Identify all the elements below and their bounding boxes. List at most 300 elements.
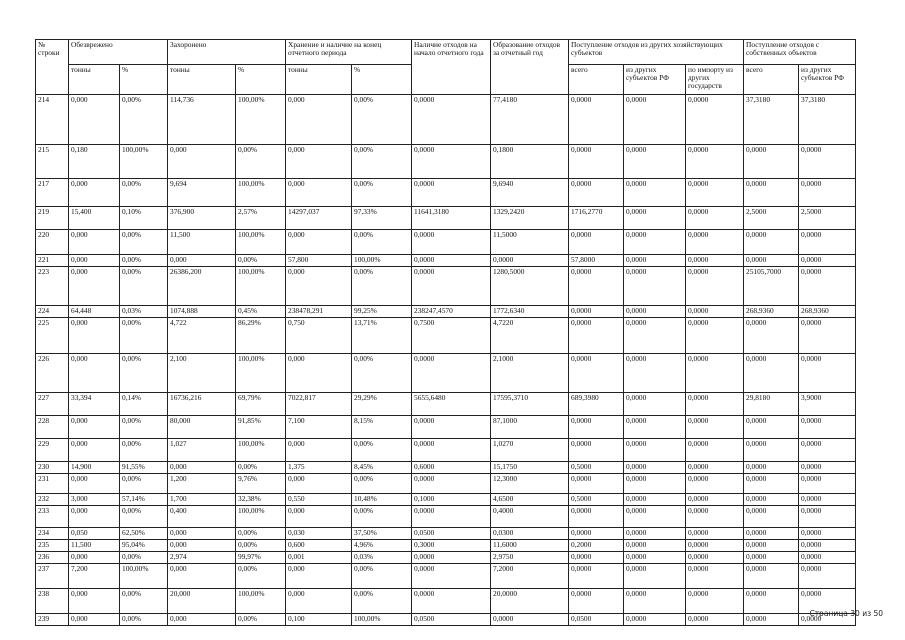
cell-own-from-rf: 0,0000 <box>799 494 856 506</box>
cell-formed: 4,7220 <box>491 318 569 354</box>
header-stored: Хранение и наличие на конец отчетного периода <box>286 40 412 65</box>
cell-own-from-rf: 0,0000 <box>799 564 856 589</box>
cell-stored-percent: 0,00% <box>352 179 412 207</box>
cell-row-number: 230 <box>36 462 69 474</box>
cell-own-total: 268,9360 <box>744 306 799 318</box>
cell-neutralized-tons: 0,000 <box>69 439 120 462</box>
cell-received-from-rf: 0,0000 <box>624 267 686 306</box>
subheader-total: всего <box>569 65 624 95</box>
cell-buried-tons: 80,000 <box>168 416 236 439</box>
table-row <box>36 439 856 462</box>
cell-received-from-rf: 0,0000 <box>624 439 686 462</box>
cell-stored-percent: 0,00% <box>352 564 412 589</box>
cell-neutralized-tons: 0,000 <box>69 506 120 528</box>
cell-row-number: 220 <box>36 230 69 255</box>
cell-buried-percent: 0,00% <box>236 540 286 552</box>
cell-own-total: 2,5000 <box>744 207 799 230</box>
cell-buried-tons: 1,200 <box>168 474 236 494</box>
cell-received-total: 0,0000 <box>569 589 624 614</box>
cell-stored-tons: 0,000 <box>286 506 352 528</box>
cell-neutralized-percent: 0,00% <box>120 506 168 528</box>
cell-buried-percent: 69,79% <box>236 393 286 416</box>
cell-stored-tons: 0,750 <box>286 318 352 354</box>
cell-received-import: 0,0000 <box>686 540 744 552</box>
cell-neutralized-percent: 57,14% <box>120 494 168 506</box>
cell-row-number: 215 <box>36 145 69 179</box>
cell-received-total: 0,0000 <box>569 439 624 462</box>
cell-row-number: 239 <box>36 614 69 626</box>
table-row <box>36 145 856 179</box>
cell-neutralized-tons: 0,000 <box>69 474 120 494</box>
table-row <box>36 354 856 393</box>
cell-received-total: 0,0000 <box>569 506 624 528</box>
cell-initial: 0,0000 <box>412 95 491 145</box>
cell-neutralized-tons: 0,000 <box>69 255 120 267</box>
cell-stored-tons: 14297,037 <box>286 207 352 230</box>
table-row <box>36 494 856 506</box>
cell-neutralized-tons: 0,000 <box>69 354 120 393</box>
cell-neutralized-percent: 100,00% <box>120 564 168 589</box>
cell-received-total: 0,0000 <box>569 267 624 306</box>
cell-stored-percent: 97,33% <box>352 207 412 230</box>
table-row <box>36 95 856 145</box>
cell-buried-tons: 1,027 <box>168 439 236 462</box>
cell-stored-percent: 0,00% <box>352 354 412 393</box>
cell-own-from-rf: 0,0000 <box>799 416 856 439</box>
cell-stored-tons: 0,000 <box>286 95 352 145</box>
cell-row-number: 219 <box>36 207 69 230</box>
cell-formed: 87,1000 <box>491 416 569 439</box>
cell-own-total: 0,0000 <box>744 614 799 626</box>
cell-initial: 0,0000 <box>412 589 491 614</box>
cell-initial: 0,0000 <box>412 145 491 179</box>
cell-neutralized-percent: 0,00% <box>120 230 168 255</box>
cell-buried-percent: 9,76% <box>236 474 286 494</box>
cell-buried-percent: 0,00% <box>236 255 286 267</box>
cell-stored-percent: 29,29% <box>352 393 412 416</box>
cell-stored-percent: 10,48% <box>352 494 412 506</box>
cell-buried-percent: 100,00% <box>236 230 286 255</box>
cell-stored-tons: 0,000 <box>286 564 352 589</box>
cell-stored-tons: 7022,817 <box>286 393 352 416</box>
cell-buried-percent: 100,00% <box>236 354 286 393</box>
subheader-percent: % <box>120 65 168 95</box>
cell-received-import: 0,0000 <box>686 267 744 306</box>
cell-own-from-rf: 0,0000 <box>799 528 856 540</box>
subheader-percent: % <box>352 65 412 95</box>
cell-received-import: 0,0000 <box>686 207 744 230</box>
cell-received-from-rf: 0,0000 <box>624 354 686 393</box>
cell-buried-percent: 99,97% <box>236 552 286 564</box>
cell-row-number: 235 <box>36 540 69 552</box>
cell-buried-tons: 26386,200 <box>168 267 236 306</box>
cell-buried-percent: 0,00% <box>236 145 286 179</box>
cell-received-import: 0,0000 <box>686 416 744 439</box>
cell-received-import: 0,0000 <box>686 462 744 474</box>
cell-initial: 0,1000 <box>412 494 491 506</box>
subheader-total: всего <box>744 65 799 95</box>
table-row <box>36 506 856 528</box>
subheader-tons: тонны <box>168 65 236 95</box>
cell-stored-percent: 0,00% <box>352 95 412 145</box>
cell-received-import: 0,0000 <box>686 552 744 564</box>
subheader-percent: % <box>236 65 286 95</box>
cell-formed: 15,1750 <box>491 462 569 474</box>
cell-neutralized-percent: 0,00% <box>120 267 168 306</box>
cell-received-import: 0,0000 <box>686 179 744 207</box>
cell-own-total: 29,8180 <box>744 393 799 416</box>
cell-buried-percent: 100,00% <box>236 439 286 462</box>
cell-buried-tons: 1,700 <box>168 494 236 506</box>
cell-received-import: 0,0000 <box>686 614 744 626</box>
cell-neutralized-tons: 0,000 <box>69 552 120 564</box>
cell-stored-tons: 1,375 <box>286 462 352 474</box>
cell-own-from-rf: 0,0000 <box>799 255 856 267</box>
cell-received-from-rf: 0,0000 <box>624 474 686 494</box>
cell-received-total: 0,5000 <box>569 494 624 506</box>
cell-received-from-rf: 0,0000 <box>624 540 686 552</box>
cell-buried-percent: 0,00% <box>236 462 286 474</box>
cell-buried-percent: 86,29% <box>236 318 286 354</box>
cell-formed: 17595,3710 <box>491 393 569 416</box>
cell-buried-tons: 9,694 <box>168 179 236 207</box>
cell-initial: 0,0000 <box>412 506 491 528</box>
cell-buried-tons: 11,500 <box>168 230 236 255</box>
cell-stored-percent: 13,71% <box>352 318 412 354</box>
cell-received-import: 0,0000 <box>686 95 744 145</box>
cell-own-from-rf: 2,5000 <box>799 207 856 230</box>
cell-stored-tons: 0,000 <box>286 439 352 462</box>
cell-own-total: 0,0000 <box>744 552 799 564</box>
header-received-other: Поступление отходов из других хозяйствующих субъектов <box>569 40 744 65</box>
cell-stored-percent: 0,00% <box>352 474 412 494</box>
table-row <box>36 614 856 626</box>
header-neutralized: Обезврежено <box>69 40 168 65</box>
cell-received-from-rf: 0,0000 <box>624 255 686 267</box>
cell-buried-tons: 2,974 <box>168 552 236 564</box>
cell-own-from-rf: 0,0000 <box>799 145 856 179</box>
cell-initial: 0,6000 <box>412 462 491 474</box>
cell-stored-percent: 0,00% <box>352 439 412 462</box>
cell-buried-percent: 91,85% <box>236 416 286 439</box>
cell-row-number: 226 <box>36 354 69 393</box>
cell-neutralized-percent: 0,00% <box>120 179 168 207</box>
cell-formed: 7,2000 <box>491 564 569 589</box>
cell-own-total: 25105,7000 <box>744 267 799 306</box>
cell-received-total: 0,0000 <box>569 145 624 179</box>
cell-received-from-rf: 0,0000 <box>624 416 686 439</box>
cell-own-from-rf: 0,0000 <box>799 540 856 552</box>
cell-received-total: 0,0000 <box>569 95 624 145</box>
cell-stored-tons: 0,000 <box>286 230 352 255</box>
cell-neutralized-percent: 62,50% <box>120 528 168 540</box>
cell-received-import: 0,0000 <box>686 589 744 614</box>
cell-received-import: 0,0000 <box>686 439 744 462</box>
cell-row-number: 217 <box>36 179 69 207</box>
cell-formed: 0,0000 <box>491 255 569 267</box>
cell-row-number: 231 <box>36 474 69 494</box>
cell-own-from-rf: 0,0000 <box>799 439 856 462</box>
cell-formed: 11,6000 <box>491 540 569 552</box>
cell-own-total: 0,0000 <box>744 474 799 494</box>
cell-stored-percent: 8,15% <box>352 416 412 439</box>
cell-buried-percent: 0,00% <box>236 528 286 540</box>
cell-buried-tons: 0,000 <box>168 540 236 552</box>
cell-received-import: 0,0000 <box>686 393 744 416</box>
cell-received-total: 57,8000 <box>569 255 624 267</box>
cell-buried-percent: 100,00% <box>236 589 286 614</box>
cell-own-total: 0,0000 <box>744 589 799 614</box>
cell-initial: 0,7500 <box>412 318 491 354</box>
cell-row-number: 238 <box>36 589 69 614</box>
cell-received-total: 0,0000 <box>569 318 624 354</box>
cell-stored-tons: 0,000 <box>286 474 352 494</box>
cell-stored-tons: 0,000 <box>286 354 352 393</box>
cell-own-total: 37,3180 <box>744 95 799 145</box>
cell-own-from-rf: 0,0000 <box>799 318 856 354</box>
cell-initial: 0,0000 <box>412 354 491 393</box>
cell-received-from-rf: 0,0000 <box>624 207 686 230</box>
cell-formed: 0,0300 <box>491 528 569 540</box>
cell-stored-tons: 0,030 <box>286 528 352 540</box>
cell-received-total: 0,5000 <box>569 462 624 474</box>
cell-own-from-rf: 0,0000 <box>799 267 856 306</box>
cell-buried-percent: 2,57% <box>236 207 286 230</box>
cell-formed: 2,1000 <box>491 354 569 393</box>
cell-initial: 0,0000 <box>412 439 491 462</box>
cell-received-total: 0,0000 <box>569 552 624 564</box>
cell-initial: 0,0500 <box>412 528 491 540</box>
cell-neutralized-tons: 33,394 <box>69 393 120 416</box>
cell-stored-tons: 238478,291 <box>286 306 352 318</box>
cell-buried-tons: 2,100 <box>168 354 236 393</box>
cell-own-total: 0,0000 <box>744 506 799 528</box>
cell-row-number: 223 <box>36 267 69 306</box>
cell-formed: 77,4180 <box>491 95 569 145</box>
cell-received-total: 0,0000 <box>569 354 624 393</box>
cell-initial: 0,0000 <box>412 179 491 207</box>
cell-buried-tons: 0,000 <box>168 564 236 589</box>
table-header-row <box>36 40 856 65</box>
cell-own-total: 0,0000 <box>744 145 799 179</box>
header-initial: Наличие отходов на начало отчетного года <box>412 40 491 95</box>
table-row <box>36 564 856 589</box>
cell-row-number: 234 <box>36 528 69 540</box>
table-row <box>36 528 856 540</box>
cell-buried-tons: 0,400 <box>168 506 236 528</box>
cell-received-from-rf: 0,0000 <box>624 145 686 179</box>
cell-received-import: 0,0000 <box>686 506 744 528</box>
cell-formed: 0,4000 <box>491 506 569 528</box>
cell-row-number: 233 <box>36 506 69 528</box>
cell-neutralized-tons: 0,000 <box>69 416 120 439</box>
cell-received-import: 0,0000 <box>686 494 744 506</box>
cell-received-total: 0,0000 <box>569 306 624 318</box>
cell-stored-percent: 8,45% <box>352 462 412 474</box>
table-row <box>36 306 856 318</box>
cell-received-total: 1716,2770 <box>569 207 624 230</box>
cell-own-from-rf: 0,0000 <box>799 552 856 564</box>
cell-row-number: 214 <box>36 95 69 145</box>
cell-received-total: 0,0500 <box>569 614 624 626</box>
cell-stored-tons: 0,001 <box>286 552 352 564</box>
cell-buried-percent: 0,00% <box>236 614 286 626</box>
cell-received-total: 0,0000 <box>569 564 624 589</box>
cell-buried-tons: 114,736 <box>168 95 236 145</box>
table-row <box>36 255 856 267</box>
cell-buried-percent: 0,45% <box>236 306 286 318</box>
cell-received-from-rf: 0,0000 <box>624 462 686 474</box>
cell-initial: 0,0000 <box>412 416 491 439</box>
cell-formed: 0,0000 <box>491 614 569 626</box>
cell-own-total: 0,0000 <box>744 230 799 255</box>
cell-own-total: 0,0000 <box>744 255 799 267</box>
waste-report-table <box>35 39 856 626</box>
cell-stored-percent: 4,96% <box>352 540 412 552</box>
cell-formed: 4,6500 <box>491 494 569 506</box>
cell-stored-tons: 7,100 <box>286 416 352 439</box>
cell-initial: 0,0000 <box>412 255 491 267</box>
cell-stored-tons: 0,000 <box>286 267 352 306</box>
cell-own-from-rf: 0,0000 <box>799 179 856 207</box>
cell-buried-percent: 32,38% <box>236 494 286 506</box>
cell-received-import: 0,0000 <box>686 318 744 354</box>
cell-received-import: 0,0000 <box>686 230 744 255</box>
table-row <box>36 393 856 416</box>
cell-neutralized-tons: 0,000 <box>69 230 120 255</box>
cell-neutralized-percent: 0,00% <box>120 474 168 494</box>
cell-received-from-rf: 0,0000 <box>624 306 686 318</box>
cell-row-number: 232 <box>36 494 69 506</box>
cell-received-import: 0,0000 <box>686 528 744 540</box>
cell-neutralized-percent: 0,10% <box>120 207 168 230</box>
cell-neutralized-percent: 0,00% <box>120 95 168 145</box>
cell-formed: 2,9750 <box>491 552 569 564</box>
cell-neutralized-tons: 0,000 <box>69 589 120 614</box>
cell-neutralized-tons: 0,000 <box>69 95 120 145</box>
cell-own-from-rf: 0,0000 <box>799 230 856 255</box>
table-row <box>36 474 856 494</box>
cell-neutralized-tons: 0,050 <box>69 528 120 540</box>
cell-initial: 0,0500 <box>412 614 491 626</box>
cell-received-from-rf: 0,0000 <box>624 179 686 207</box>
cell-stored-percent: 0,00% <box>352 589 412 614</box>
cell-received-total: 0,0000 <box>569 416 624 439</box>
cell-own-total: 0,0000 <box>744 354 799 393</box>
cell-stored-percent: 37,50% <box>352 528 412 540</box>
header-received-own: Поступление отходов с собственных объектов <box>744 40 856 65</box>
cell-stored-percent: 99,25% <box>352 306 412 318</box>
cell-received-from-rf: 0,0000 <box>624 393 686 416</box>
cell-initial: 0,0000 <box>412 564 491 589</box>
cell-neutralized-percent: 0,03% <box>120 306 168 318</box>
cell-own-from-rf: 0,0000 <box>799 589 856 614</box>
cell-neutralized-percent: 0,14% <box>120 393 168 416</box>
cell-received-from-rf: 0,0000 <box>624 528 686 540</box>
cell-initial: 238247,4570 <box>412 306 491 318</box>
cell-stored-tons: 0,100 <box>286 614 352 626</box>
cell-neutralized-tons: 0,000 <box>69 179 120 207</box>
cell-own-total: 0,0000 <box>744 564 799 589</box>
cell-received-from-rf: 0,0000 <box>624 589 686 614</box>
cell-buried-tons: 0,000 <box>168 462 236 474</box>
cell-stored-percent: 0,00% <box>352 145 412 179</box>
cell-neutralized-percent: 0,00% <box>120 589 168 614</box>
table-row <box>36 416 856 439</box>
table-row <box>36 267 856 306</box>
cell-neutralized-percent: 0,00% <box>120 439 168 462</box>
cell-initial: 0,0000 <box>412 552 491 564</box>
cell-received-total: 0,0000 <box>569 474 624 494</box>
cell-stored-percent: 100,00% <box>352 614 412 626</box>
cell-received-import: 0,0000 <box>686 474 744 494</box>
cell-received-import: 0,0000 <box>686 255 744 267</box>
header-buried: Захоронено <box>168 40 286 65</box>
cell-own-total: 0,0000 <box>744 494 799 506</box>
cell-own-from-rf: 0,0000 <box>799 506 856 528</box>
cell-neutralized-percent: 0,00% <box>120 318 168 354</box>
cell-neutralized-percent: 0,00% <box>120 255 168 267</box>
cell-received-from-rf: 0,0000 <box>624 318 686 354</box>
cell-buried-tons: 0,000 <box>168 614 236 626</box>
cell-stored-tons: 0,000 <box>286 179 352 207</box>
table-row <box>36 230 856 255</box>
subheader-import: по импорту из других государств <box>686 65 744 95</box>
cell-formed: 0,1800 <box>491 145 569 179</box>
cell-formed: 1,0270 <box>491 439 569 462</box>
cell-received-from-rf: 0,0000 <box>624 494 686 506</box>
cell-formed: 1772,6340 <box>491 306 569 318</box>
cell-own-from-rf: 0,0000 <box>799 614 856 626</box>
cell-neutralized-tons: 15,400 <box>69 207 120 230</box>
cell-neutralized-tons: 64,448 <box>69 306 120 318</box>
cell-received-import: 0,0000 <box>686 306 744 318</box>
cell-own-from-rf: 268,9360 <box>799 306 856 318</box>
cell-formed: 1280,5000 <box>491 267 569 306</box>
cell-neutralized-tons: 11,500 <box>69 540 120 552</box>
cell-own-from-rf: 0,0000 <box>799 462 856 474</box>
cell-own-total: 0,0000 <box>744 179 799 207</box>
cell-buried-percent: 0,00% <box>236 564 286 589</box>
cell-buried-percent: 100,00% <box>236 179 286 207</box>
cell-row-number: 225 <box>36 318 69 354</box>
cell-neutralized-tons: 0,000 <box>69 267 120 306</box>
header-formed: Образование отходов за отчетный год <box>491 40 569 95</box>
cell-stored-tons: 0,550 <box>286 494 352 506</box>
subheader-from-rf: из других субъектов РФ <box>799 65 856 95</box>
cell-initial: 11641,3180 <box>412 207 491 230</box>
cell-row-number: 221 <box>36 255 69 267</box>
cell-neutralized-tons: 7,200 <box>69 564 120 589</box>
cell-buried-tons: 1074,888 <box>168 306 236 318</box>
cell-neutralized-percent: 100,00% <box>120 145 168 179</box>
cell-neutralized-tons: 0,000 <box>69 318 120 354</box>
header-row-number: № строки <box>36 40 69 95</box>
cell-received-from-rf: 0,0000 <box>624 552 686 564</box>
cell-neutralized-percent: 0,00% <box>120 552 168 564</box>
cell-row-number: 237 <box>36 564 69 589</box>
cell-received-import: 0,0000 <box>686 354 744 393</box>
cell-own-from-rf: 0,0000 <box>799 474 856 494</box>
cell-buried-percent: 100,00% <box>236 95 286 145</box>
cell-own-total: 0,0000 <box>744 528 799 540</box>
page-footer: Страница 30 из 50 <box>809 609 883 618</box>
cell-own-from-rf: 37,3180 <box>799 95 856 145</box>
table-row <box>36 589 856 614</box>
subheader-tons: тонны <box>286 65 352 95</box>
cell-received-total: 0,2000 <box>569 540 624 552</box>
cell-neutralized-percent: 0,00% <box>120 416 168 439</box>
